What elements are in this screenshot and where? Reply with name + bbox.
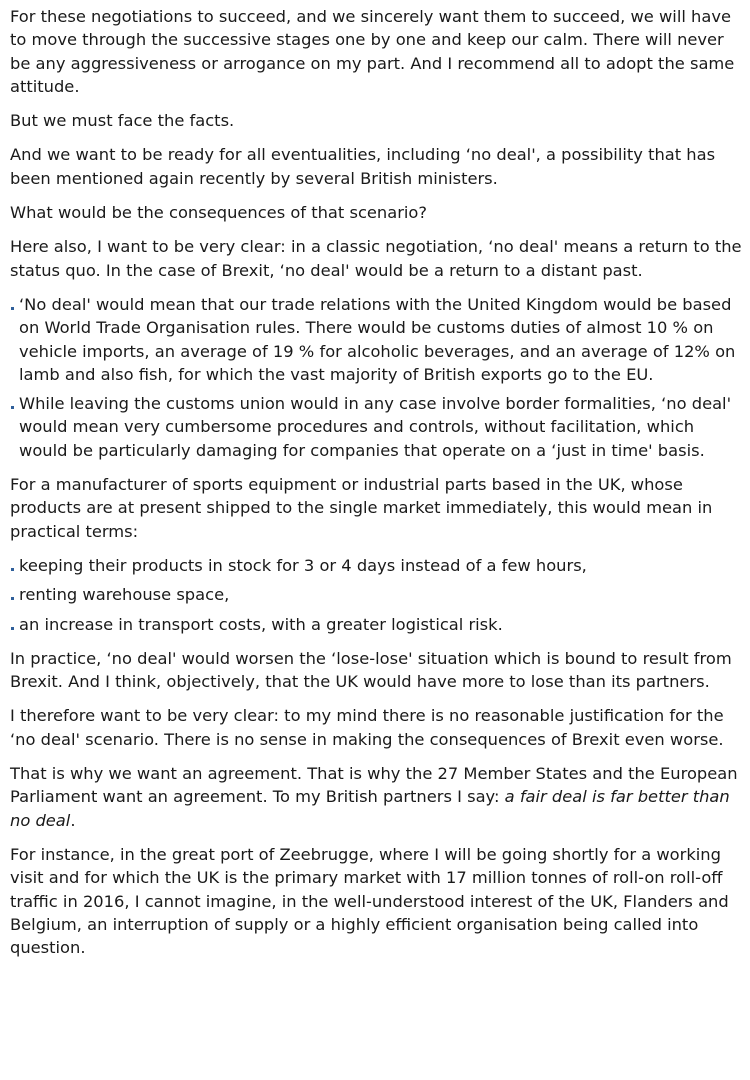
agreement-period: .	[70, 810, 76, 830]
paragraph-agreement	[10, 762, 744, 832]
no-deal-effects-list	[10, 293, 744, 462]
paragraph-negotiations: For these negotiations to succeed, and we sincerely want them to succeed, we will have to move through the successive stages one by one and keep our calm. There will never be any aggressiveness or arrogance on my part. And I recommend all to adopt the same attitude.	[10, 7, 735, 96]
fair-deal-emphasis: a fair deal is far better than no deal	[10, 787, 730, 830]
paragraph-no-justification: I therefore want to be very clear: to my mind there is no reasonable justification for the ‘no deal' scenario. There is no sense in making the consequences of Brexit even worse.	[10, 706, 724, 749]
paragraph-lose-lose: In practice, ‘no deal' would worsen the ‘lose-lose' situation which is bound to result from Brexit. And I think, objectively, that the UK would have more to lose than its partners.	[10, 648, 732, 692]
list-item-text: ‘No deal' would mean that our trade relations with the United Kingdom would be based on World Trade Organisation rules. There would be customs duties of almost 10 % on vehicle imports, an average of 19 % for alcoholic beverages, and an average of 12% on lamb and also fish, for which the vast majority of British exports go to the EU.	[19, 294, 736, 384]
paragraph-consequences-question: What would be the consequences of that scenario?	[10, 203, 428, 223]
paragraph-manufacturer: For a manufacturer of sports equipment or industrial parts based in the UK, whose products are at present shipped to the single market immediately, this would mean in practical terms:	[10, 475, 713, 541]
document-body	[10, 5, 744, 970]
list-item-text: renting warehouse space,	[19, 585, 230, 605]
list-item	[10, 554, 744, 577]
bullet-icon	[11, 406, 14, 409]
list-item	[10, 613, 744, 636]
list-item	[10, 583, 744, 606]
bullet-icon	[11, 627, 14, 630]
paragraph-classic-negotiation: Here also, I want to be very clear: in a classic negotiation, ‘no deal' means a return to the status quo. In the case of Brexit, ‘no deal' would be a return to a distant past.	[10, 237, 742, 280]
paragraph-face-facts: But we must face the facts.	[10, 111, 235, 131]
list-item	[10, 392, 744, 462]
bullet-icon	[11, 597, 14, 600]
list-item-text: While leaving the customs union would in any case involve border formalities, ‘no deal' would mean very cumbersome procedures and controls, without facilitation, which would be particularly damaging for companies that operate on a ‘just in time' basis.	[19, 394, 732, 460]
list-item-text: an increase in transport costs, with a greater logistical risk.	[19, 614, 503, 634]
bullet-icon	[11, 307, 14, 310]
paragraph-zeebrugge: For instance, in the great port of Zeebrugge, where I will be going shortly for a working visit and for which the UK is the primary market with 17 million tonnes of roll-on roll-off traffic in 2016, I cannot imagine, in the well-understood interest of the UK, Flanders and Belgium, an interruption of supply or a highly efficient organisation being called into question.	[10, 844, 729, 958]
practical-terms-list	[10, 554, 744, 636]
paragraph-eventualities: And we want to be ready for all eventualities, including ‘no deal', a possibility that has been mentioned again recently by several British ministers.	[10, 145, 716, 188]
list-item-text: keeping their products in stock for 3 or 4 days instead of a few hours,	[19, 555, 587, 575]
bullet-icon	[11, 568, 14, 571]
agreement-text: That is why we want an agreement. That is why the 27 Member States and the European Parliament want an agreement. To my British partners I say:	[10, 764, 738, 807]
list-item	[10, 293, 744, 386]
